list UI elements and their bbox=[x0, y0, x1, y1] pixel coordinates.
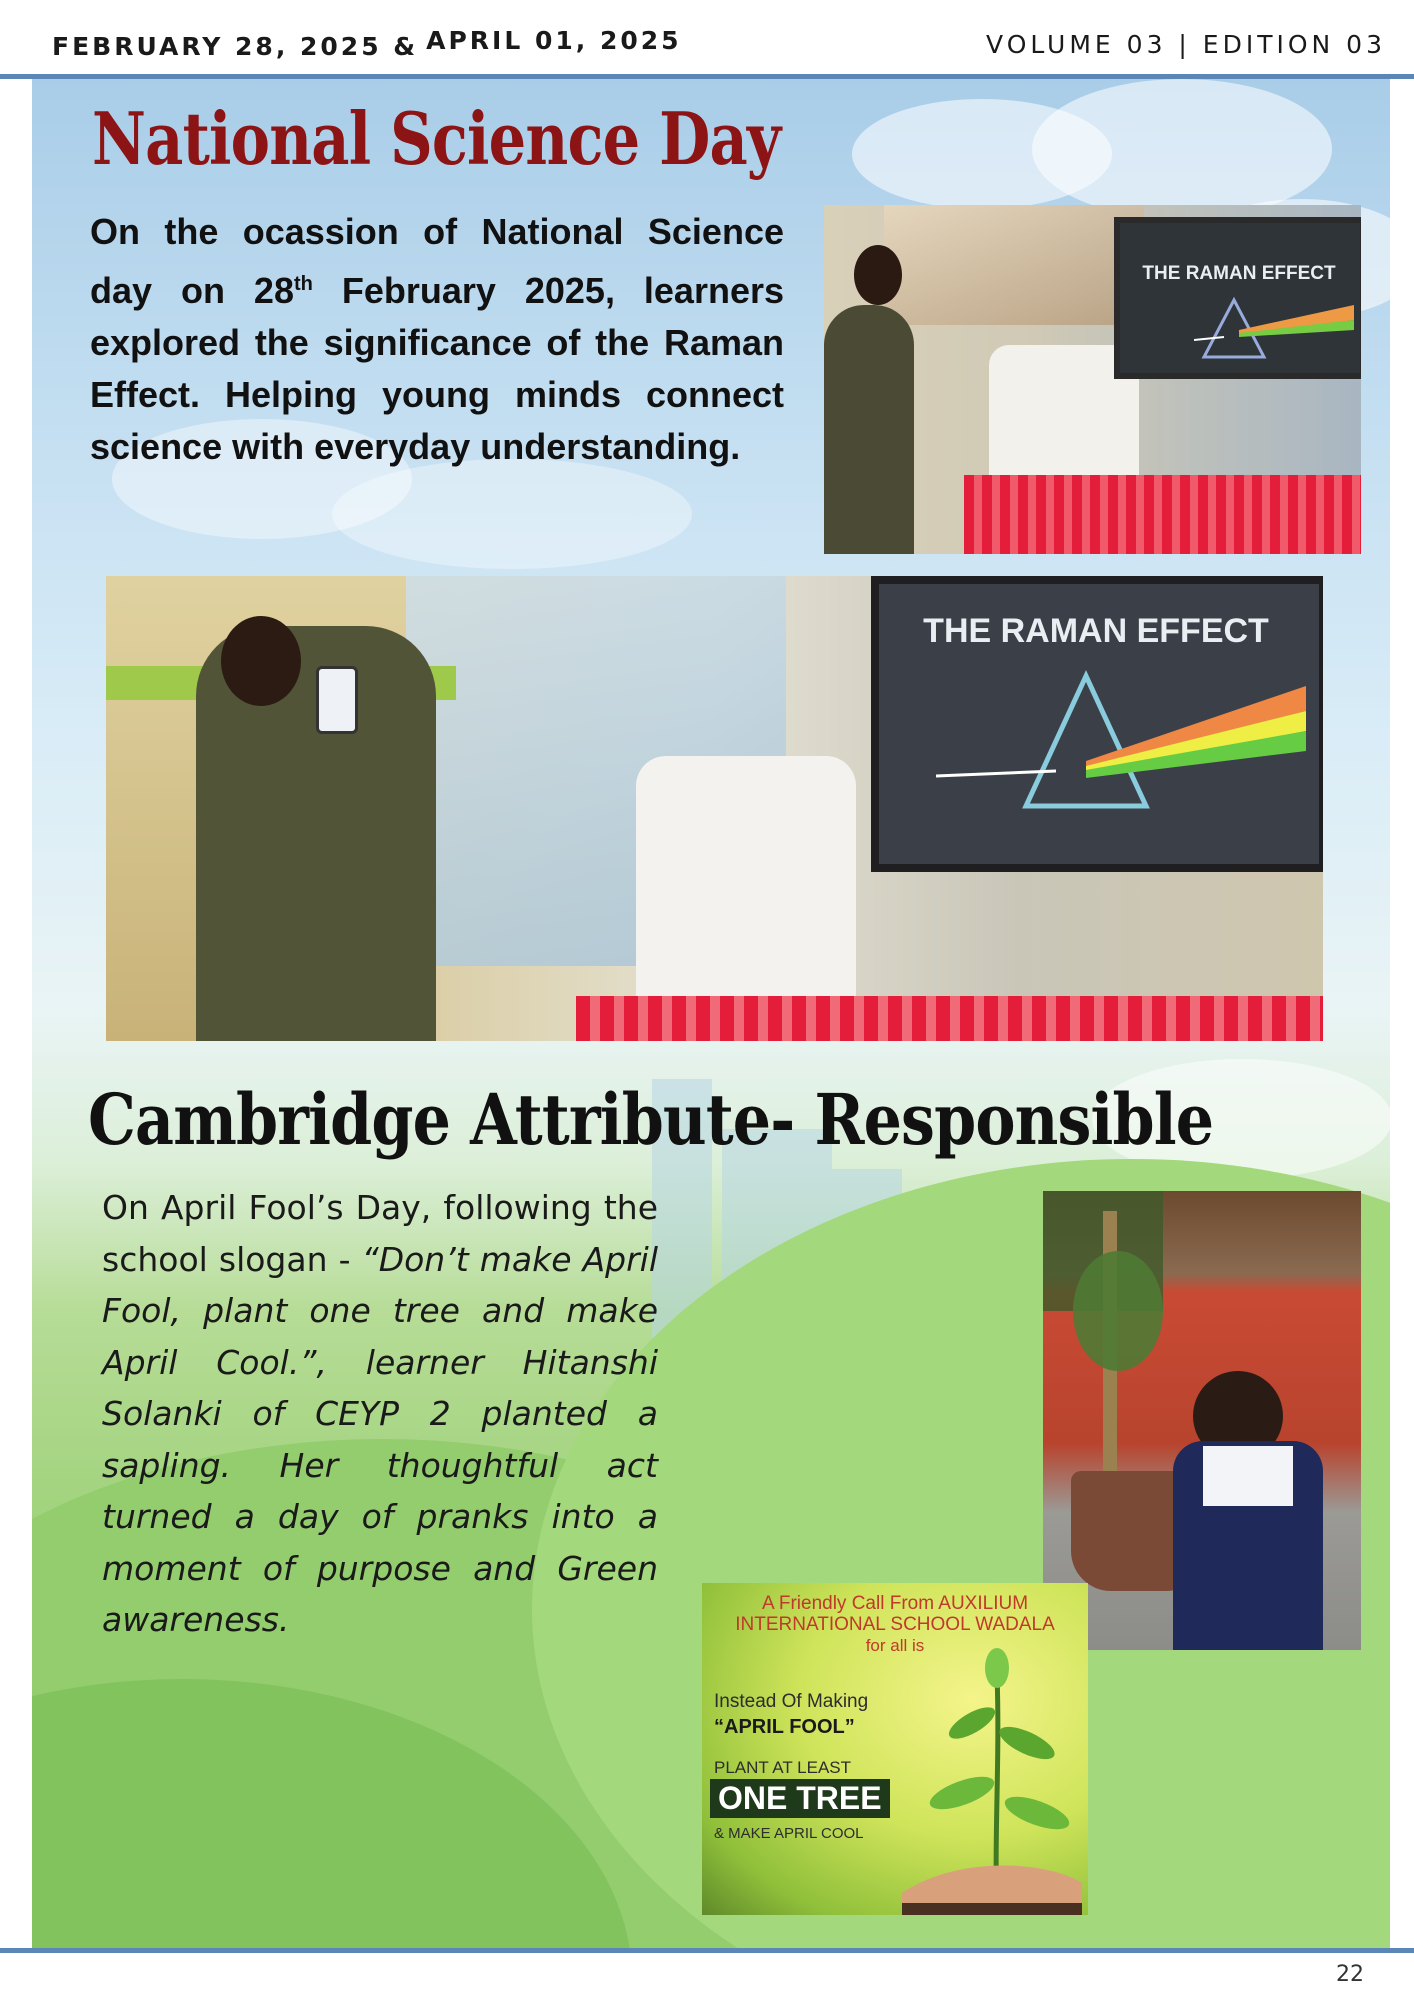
science-text-rest: February 2025, learners explored the significance of the Raman Effect. Helping young minds connect science with everyday understanding. bbox=[90, 270, 784, 467]
science-text-day: day on 28 bbox=[90, 270, 294, 311]
science-day-text bbox=[90, 206, 784, 473]
science-day-title: National Science Day bbox=[92, 96, 781, 181]
raman-photo-small bbox=[824, 205, 1361, 554]
cambridge-title: Cambridge Attribute- Responsible bbox=[88, 1078, 1214, 1161]
poster-line2: INTERNATIONAL SCHOOL WADALA bbox=[735, 1614, 1055, 1635]
poster-line1: A Friendly Call From AUXILIUM bbox=[761, 1593, 1029, 1614]
prism-large-icon bbox=[936, 666, 1306, 826]
sapling-icon bbox=[902, 1633, 1082, 1915]
screen-title-small: THE RAMAN EFFECT bbox=[1142, 263, 1336, 284]
page-number: 22 bbox=[1336, 1962, 1364, 1987]
cambridge-text-italic: “Don’t make April Fool, plant one tree and make April Cool.”, learner Hitanshi Solanki of CEYP 2 planted a sapling. Her thoughtful act turned a day of pranks into a moment of purpose and Green awareness. bbox=[102, 1239, 659, 1639]
issue-dates bbox=[52, 26, 682, 61]
prism-icon bbox=[1194, 295, 1354, 365]
cambridge-text bbox=[102, 1182, 658, 1646]
raman-photo-large bbox=[106, 576, 1323, 1041]
science-text-line1: On the ocassion of National Science bbox=[90, 211, 784, 252]
planting-photo bbox=[1043, 1191, 1361, 1650]
poster-line6: PLANT AT LEAST bbox=[714, 1758, 852, 1777]
date-february: FEBRUARY 28, 2025 & bbox=[52, 32, 419, 61]
date-april: APRIL 01, 2025 bbox=[426, 26, 682, 55]
screen-title-large: THE RAMAN EFFECT bbox=[923, 612, 1269, 650]
poster-line4: Instead Of Making bbox=[714, 1691, 869, 1712]
volume-edition: VOLUME 03 | EDITION 03 bbox=[986, 30, 1386, 59]
poster-line3: for all is bbox=[865, 1636, 925, 1655]
cambridge-text-normal: On April Fool’s Day, following the school slogan - bbox=[102, 1188, 658, 1279]
poster-line8: & MAKE APRIL COOL bbox=[714, 1825, 864, 1842]
bottom-divider bbox=[0, 1948, 1414, 1953]
poster-line5: “APRIL FOOL” bbox=[714, 1716, 855, 1738]
science-text-sup: th bbox=[293, 273, 313, 295]
april-cool-poster bbox=[702, 1583, 1088, 1915]
poster-line7: ONE TREE bbox=[710, 1779, 890, 1818]
